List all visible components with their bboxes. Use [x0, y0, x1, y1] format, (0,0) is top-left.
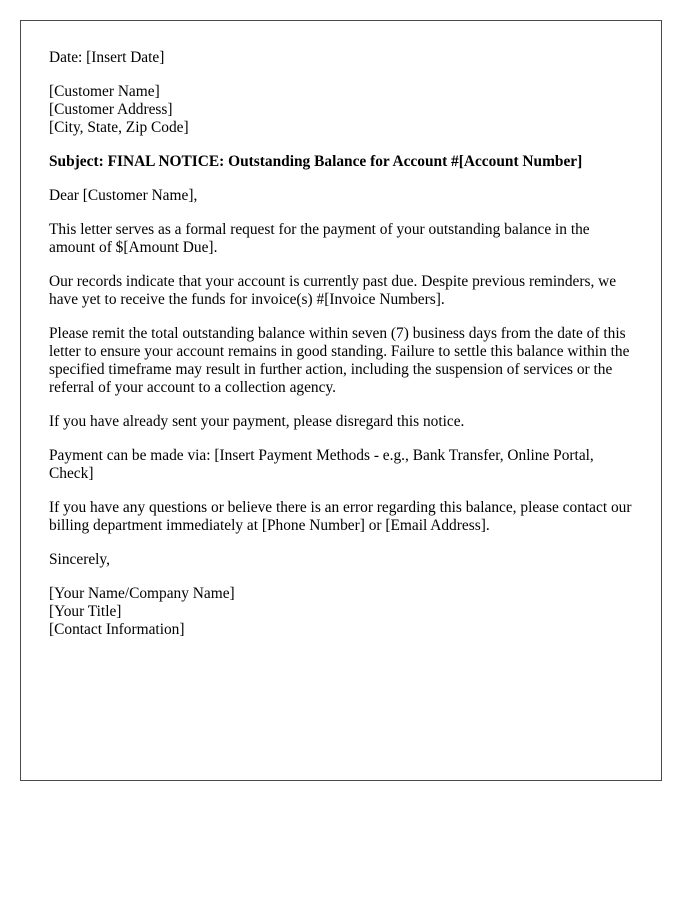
body-paragraph-5: Payment can be made via: [Insert Payment Methods - e.g., Bank Transfer, Online Portal, Check] [49, 447, 594, 482]
signature-block [49, 585, 633, 639]
recipient-block [49, 83, 633, 137]
signature-contact: [Contact Information] [49, 621, 185, 638]
recipient-address: [Customer Address] [49, 101, 173, 118]
signature-name: [Your Name/Company Name] [49, 585, 235, 602]
letter-page [20, 20, 662, 781]
letter-closing: Sincerely, [49, 551, 110, 568]
body-paragraph-6: If you have any questions or believe there is an error regarding this balance, please contact our billing department immediately at [Phone Number] or [Email Address]. [49, 499, 632, 534]
body-paragraph-3: Please remit the total outstanding balance within seven (7) business days from the date of this letter to ensure your account remains in good standing. Failure to settle this balance within the specified timeframe may result in further action, including the suspension of services or the referral of your account to a collection agency. [49, 325, 630, 396]
letter-date: Date: [Insert Date] [49, 49, 165, 66]
body-paragraph-1: This letter serves as a formal request for the payment of your outstanding balance in the amount of $[Amount Due]. [49, 221, 590, 256]
body-paragraph-4: If you have already sent your payment, please disregard this notice. [49, 413, 465, 430]
letter-salutation: Dear [Customer Name], [49, 187, 198, 204]
signature-title: [Your Title] [49, 603, 122, 620]
recipient-name: [Customer Name] [49, 83, 160, 100]
letter-subject: Subject: FINAL NOTICE: Outstanding Balance for Account #[Account Number] [49, 153, 583, 170]
recipient-city: [City, State, Zip Code] [49, 119, 189, 136]
body-paragraph-2: Our records indicate that your account is currently past due. Despite previous reminders, we have yet to receive the funds for invoice(s) #[Invoice Numbers]. [49, 273, 617, 308]
